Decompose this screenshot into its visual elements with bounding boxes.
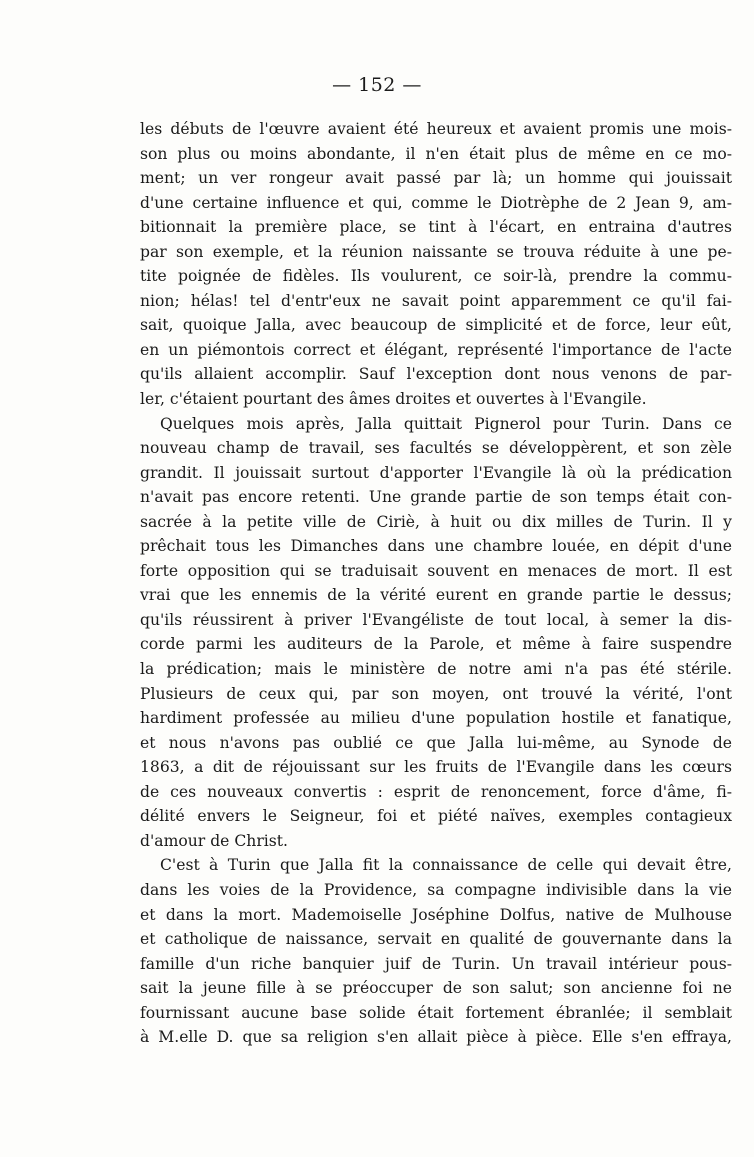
text-line: d'amour de Christ. — [140, 831, 289, 850]
text-line: de ces nouveaux convertis : esprit de renoncement, force d'âme, fi- — [140, 782, 732, 801]
text-line: sacrée à la petite ville de Ciriè, à huit ou dix milles de Turin. Il y — [140, 512, 732, 531]
text-line: C'est à Turin que Jalla fit la connaissance de celle qui devait être, — [160, 856, 732, 875]
text-line: fournissant aucune base solide était fortement ébranlée; il semblait — [140, 1003, 732, 1022]
text-line: qu'ils réussirent à priver l'Evangéliste de tout local, à semer la dis- — [140, 610, 732, 629]
text-line: et nous n'avons pas oublié ce que Jalla lui-même, au Synode de — [140, 733, 732, 752]
text-line: dans les voies de la Providence, sa compagne indivisible dans la vie — [140, 880, 732, 899]
text-line: et dans la mort. Mademoiselle Joséphine Dolfus, native de Mulhouse — [140, 905, 732, 924]
text-line: en un piémontois correct et élégant, représenté l'importance de l'acte — [140, 340, 732, 359]
text-line: grandit. Il jouissait surtout d'apporter l'Evangile là où la prédication — [140, 463, 732, 482]
text-line: 1863, a dit de réjouissant sur les fruits de l'Evangile dans les cœurs — [140, 758, 732, 777]
text-line: délité envers le Seigneur, foi et piété naïves, exemples contagieux — [140, 807, 732, 826]
text-line: les débuts de l'œuvre avaient été heureux et avaient promis une mois- — [140, 120, 732, 138]
text-line: forte opposition qui se traduisait souvent en menaces de mort. Il est — [140, 561, 732, 580]
text-line: n'avait pas encore retenti. Une grande partie de son temps était con- — [140, 488, 732, 507]
page-number: — 152 — — [332, 74, 422, 96]
text-line: sait la jeune fille à se préoccuper de son salut; son ancienne foi ne — [140, 979, 732, 998]
text-line: bitionnait la première place, se tint à l'écart, en entraina d'autres — [140, 218, 732, 237]
body-text — [140, 117, 732, 1050]
text-line: d'une certaine influence et qui, comme le Diotrèphe de 2 Jean 9, am- — [140, 193, 732, 212]
text-line: prêchait tous les Dimanches dans une chambre louée, en dépit d'une — [140, 537, 732, 556]
text-line: et catholique de naissance, servait en qualité de gouvernante dans la — [140, 930, 732, 949]
text-line: la prédication; mais le ministère de notre ami n'a pas été stérile. — [140, 660, 732, 679]
text-line: vrai que les ennemis de la vérité eurent en grande partie le dessus; — [140, 586, 732, 605]
text-line: famille d'un riche banquier juif de Turin. Un travail intérieur pous- — [140, 954, 732, 973]
text-line: hardiment professée au milieu d'une population hostile et fanatique, — [140, 709, 732, 728]
text-line: son plus ou moins abondante, il n'en était plus de même en ce mo- — [140, 144, 732, 163]
text-line: ler, c'étaient pourtant des âmes droites et ouvertes à l'Evangile. — [140, 390, 647, 409]
text-line: nouveau champ de travail, ses facultés se développèrent, et son zèle — [140, 439, 732, 458]
text-line: sait, quoique Jalla, avec beaucoup de simplicité et de force, leur eût, — [140, 316, 732, 335]
text-line: nion; hélas! tel d'entr'eux ne savait point apparemment ce qu'il fai- — [140, 291, 732, 310]
text-line: qu'ils allaient accomplir. Sauf l'exception dont nous venons de par- — [140, 365, 732, 384]
text-line: Plusieurs de ceux qui, par son moyen, ont trouvé la vérité, l'ont — [140, 684, 732, 703]
text-line: par son exemple, et la réunion naissante se trouva réduite à une pe- — [140, 242, 732, 261]
text-line: Quelques mois après, Jalla quittait Pignerol pour Turin. Dans ce — [160, 414, 732, 433]
text-line: tite poignée de fidèles. Ils voulurent, ce soir-là, prendre la commu- — [140, 267, 732, 286]
text-line: à M.elle D. que sa religion s'en allait pièce à pièce. Elle s'en effraya, — [140, 1028, 732, 1047]
text-line: corde parmi les auditeurs de la Parole, et même à faire suspendre — [140, 635, 732, 654]
text-line: ment; un ver rongeur avait passé par là; un homme qui jouissait — [140, 169, 732, 188]
